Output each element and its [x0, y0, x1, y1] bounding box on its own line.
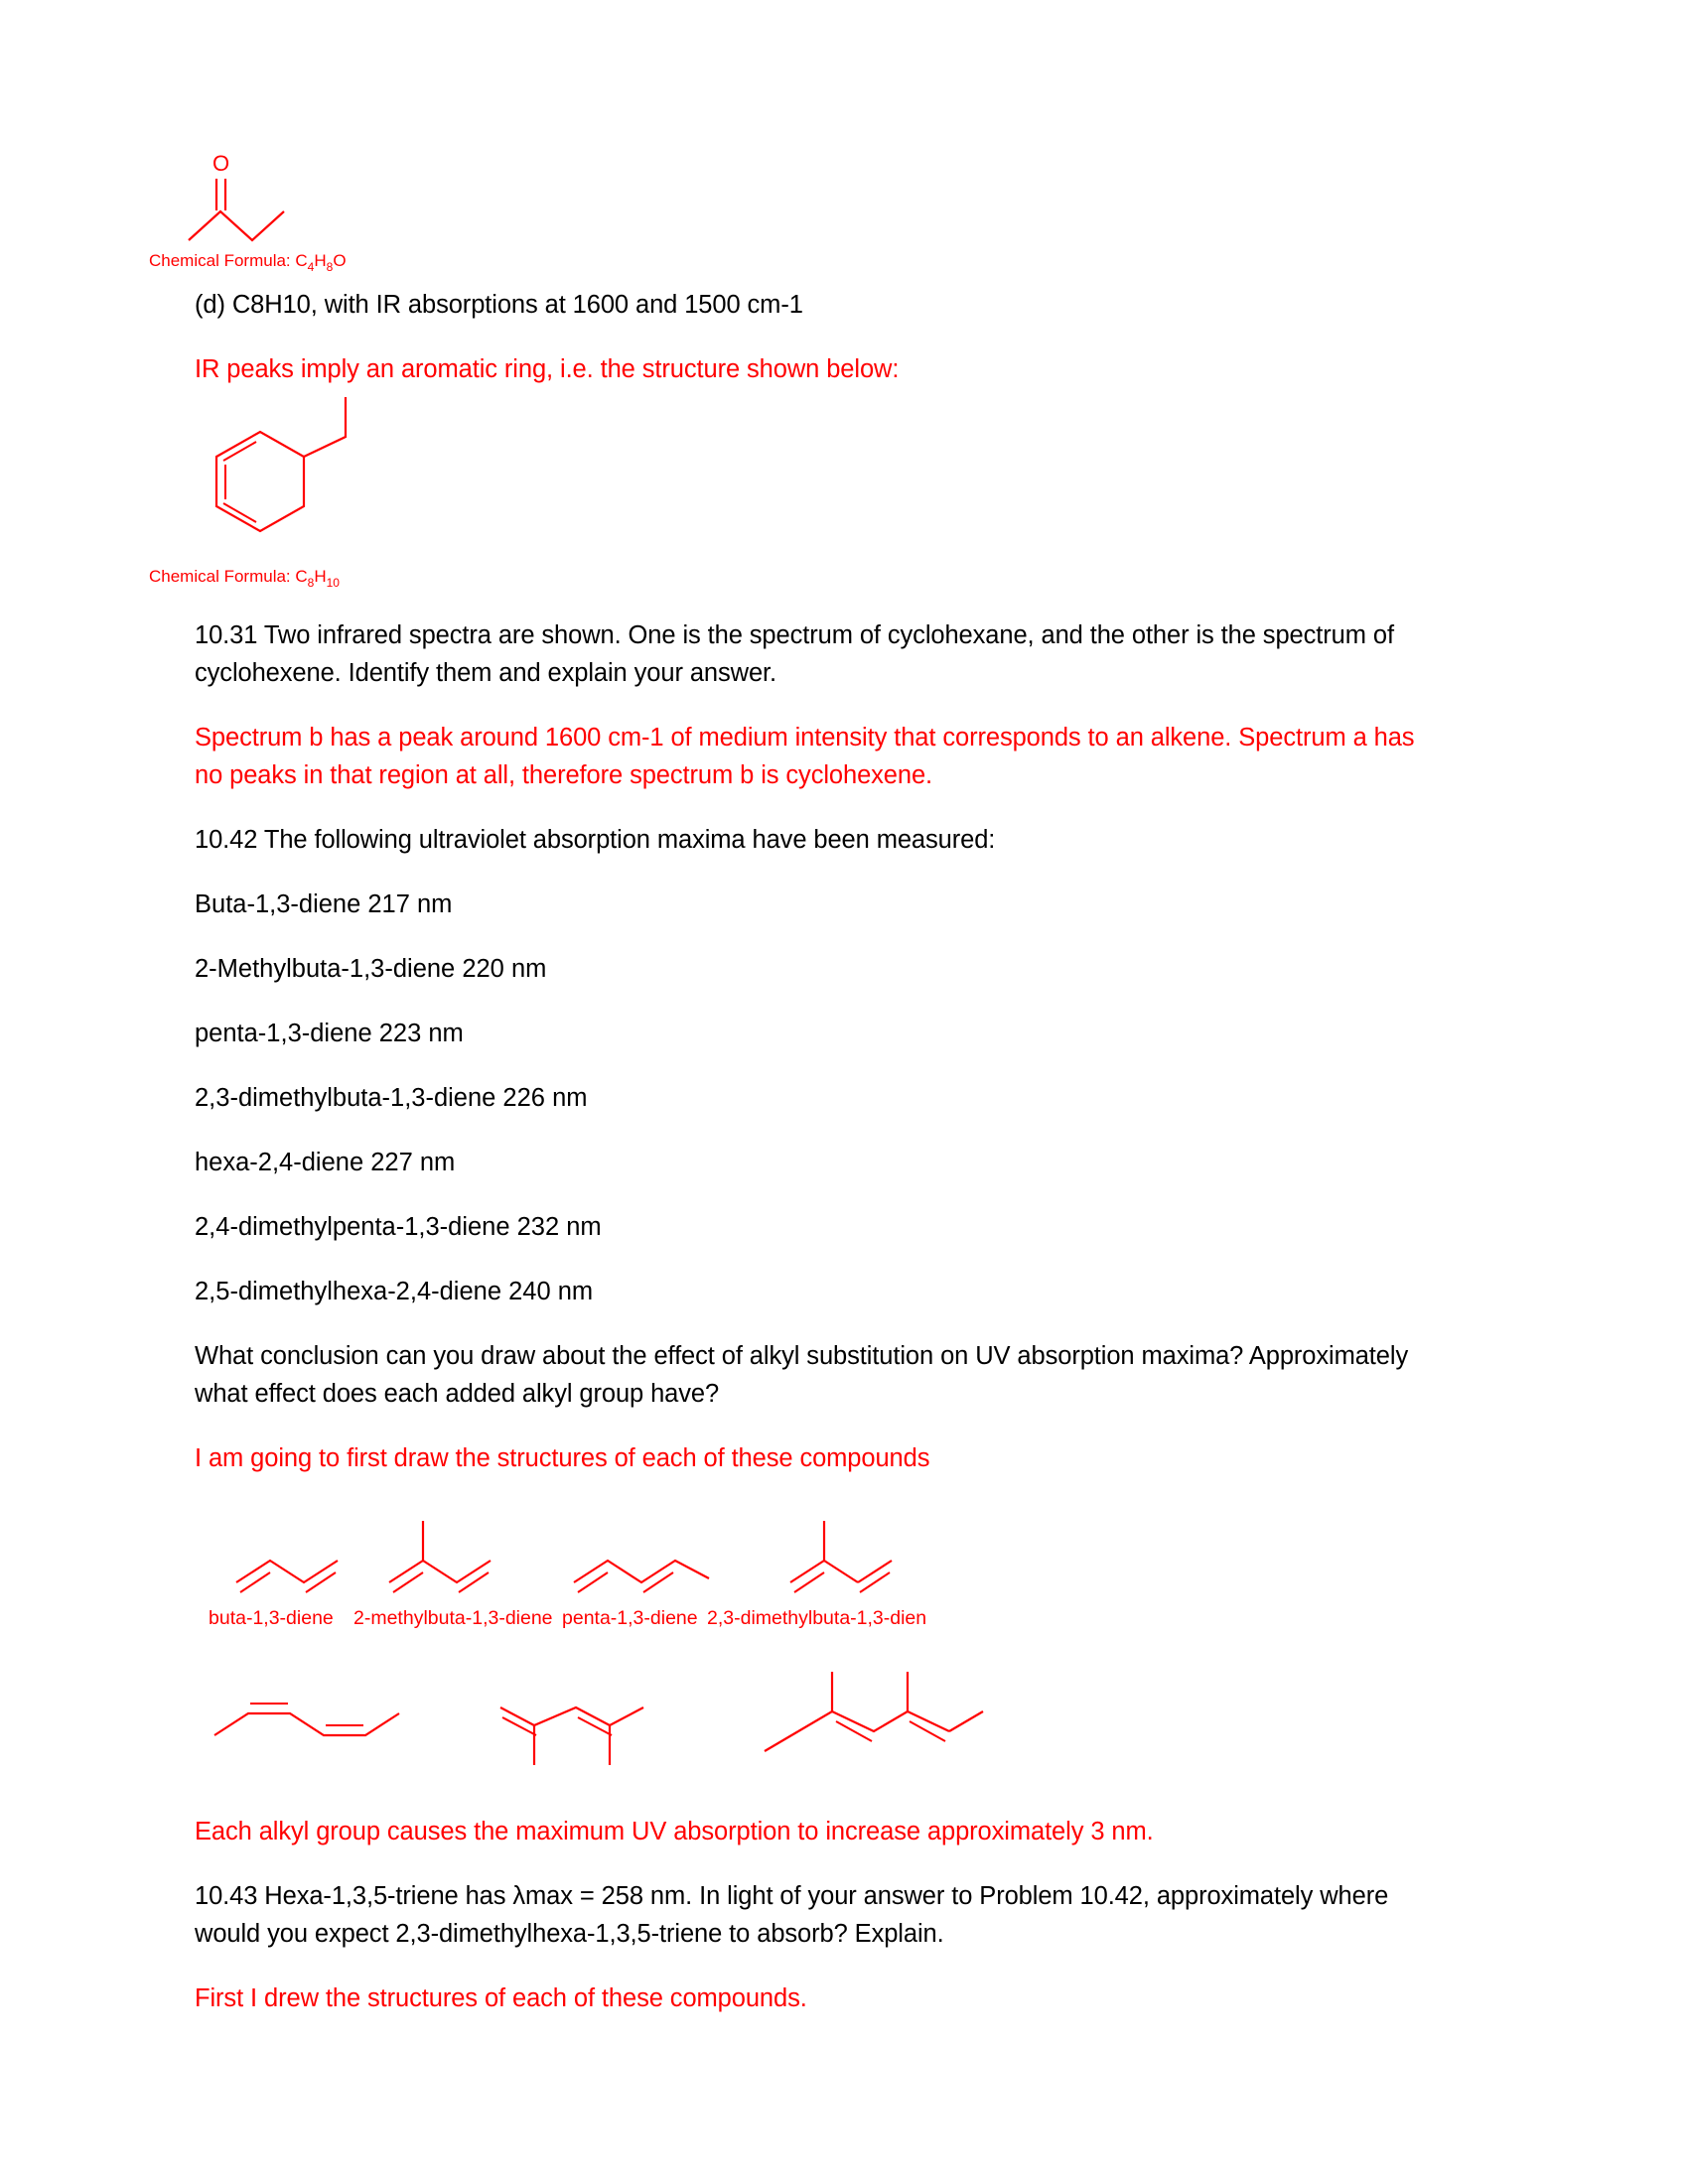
ethylbenzene-formula-label: Chemical Formula: $C_8H_{10}$ — [149, 567, 340, 590]
structure-butadiene — [209, 1561, 338, 1629]
uv-maxima-list — [195, 886, 1489, 1310]
oxygen-atom-label: O — [212, 151, 230, 176]
butanone-formula-label: Chemical Formula: $C_4H_8O$ — [149, 251, 347, 274]
structure-23-dimethylbutadiene — [707, 1521, 926, 1629]
list-item: 2,3-dimethylbuta-1,3-diene 226 nm — [195, 1084, 588, 1112]
structure-label: 2,3-dimethylbuta-1,3-dien — [707, 1607, 927, 1629]
list-item: 2-Methylbuta-1,3-diene 220 nm — [195, 955, 547, 983]
structure-pentadiene — [562, 1561, 709, 1629]
answer-1042-conclusion-text: Each alkyl group causes the maximum UV absorption to increase approximately 3 nm. — [195, 1818, 1154, 1845]
list-item: 2,4-dimethylpenta-1,3-diene 232 nm — [195, 1213, 602, 1241]
structure-label: penta-1,3-diene — [562, 1607, 698, 1629]
dienes-drawing — [195, 1505, 1207, 1773]
problem-1042-text: 10.42 The following ultraviolet absorption maxima have been measured: — [195, 826, 996, 854]
structure-ethylbenzene — [149, 415, 1489, 599]
answer-1043-text: First I drew the structures of each of these compounds. — [195, 1984, 807, 2012]
structure-25-dimethylhexa-24-diene — [765, 1672, 983, 1751]
structure-hexa-24-diene — [214, 1704, 399, 1735]
problem-1031-text: 10.31 Two infrared spectra are shown. One is the spectrum of cyclohexane, and the other is the spectrum of cyclohexene. Identify them and explain your answer. — [195, 621, 1394, 687]
structure-label: buta-1,3-diene — [209, 1607, 334, 1629]
answer-d-text: IR peaks imply an aromatic ring, i.e. the structure shown below: — [195, 355, 900, 383]
problem-d-text: (d) C8H10, with IR absorptions at 1600 and 1500 cm-1 — [195, 291, 803, 319]
structure-2-methylbutadiene — [353, 1521, 553, 1629]
butanone-drawing — [149, 149, 532, 274]
structure-butanone — [149, 149, 1489, 274]
list-item: penta-1,3-diene 223 nm — [195, 1020, 464, 1047]
list-item: 2,5-dimethylhexa-2,4-diene 240 nm — [195, 1278, 594, 1305]
structure-label: 2-methylbuta-1,3-diene — [353, 1607, 553, 1629]
answer-1042-intro-text: I am going to first draw the structures of each of these compounds — [195, 1444, 930, 1472]
answer-1031-text: Spectrum b has a peak around 1600 cm-1 of medium intensity that corresponds to an alkene. Spectrum a has no peaks in that region at all, therefore spectrum b is cyclohexene. — [195, 724, 1415, 789]
problem-1043-text: 10.43 Hexa-1,3,5-triene has λmax = 258 nm. In light of your answer to Problem 10.42, approximately where would you expect 2,3-dimethylhexa-1,3,5-triene to absorb? Explain. — [195, 1882, 1389, 1948]
structure-24-dimethylpentadiene — [500, 1707, 643, 1765]
list-item: Buta-1,3-diene 217 nm — [195, 890, 453, 918]
spacer — [195, 268, 1489, 286]
ethylbenzene-drawing — [149, 415, 532, 604]
spacer — [195, 1773, 1489, 1813]
list-item: hexa-2,4-diene 227 nm — [195, 1149, 456, 1176]
structure-group-dienes — [195, 1505, 1489, 1773]
question-1042-text: What conclusion can you draw about the effect of alkyl substitution on UV absorption maxima? Approximately what effect does each added alkyl group have? — [195, 1342, 1409, 1408]
